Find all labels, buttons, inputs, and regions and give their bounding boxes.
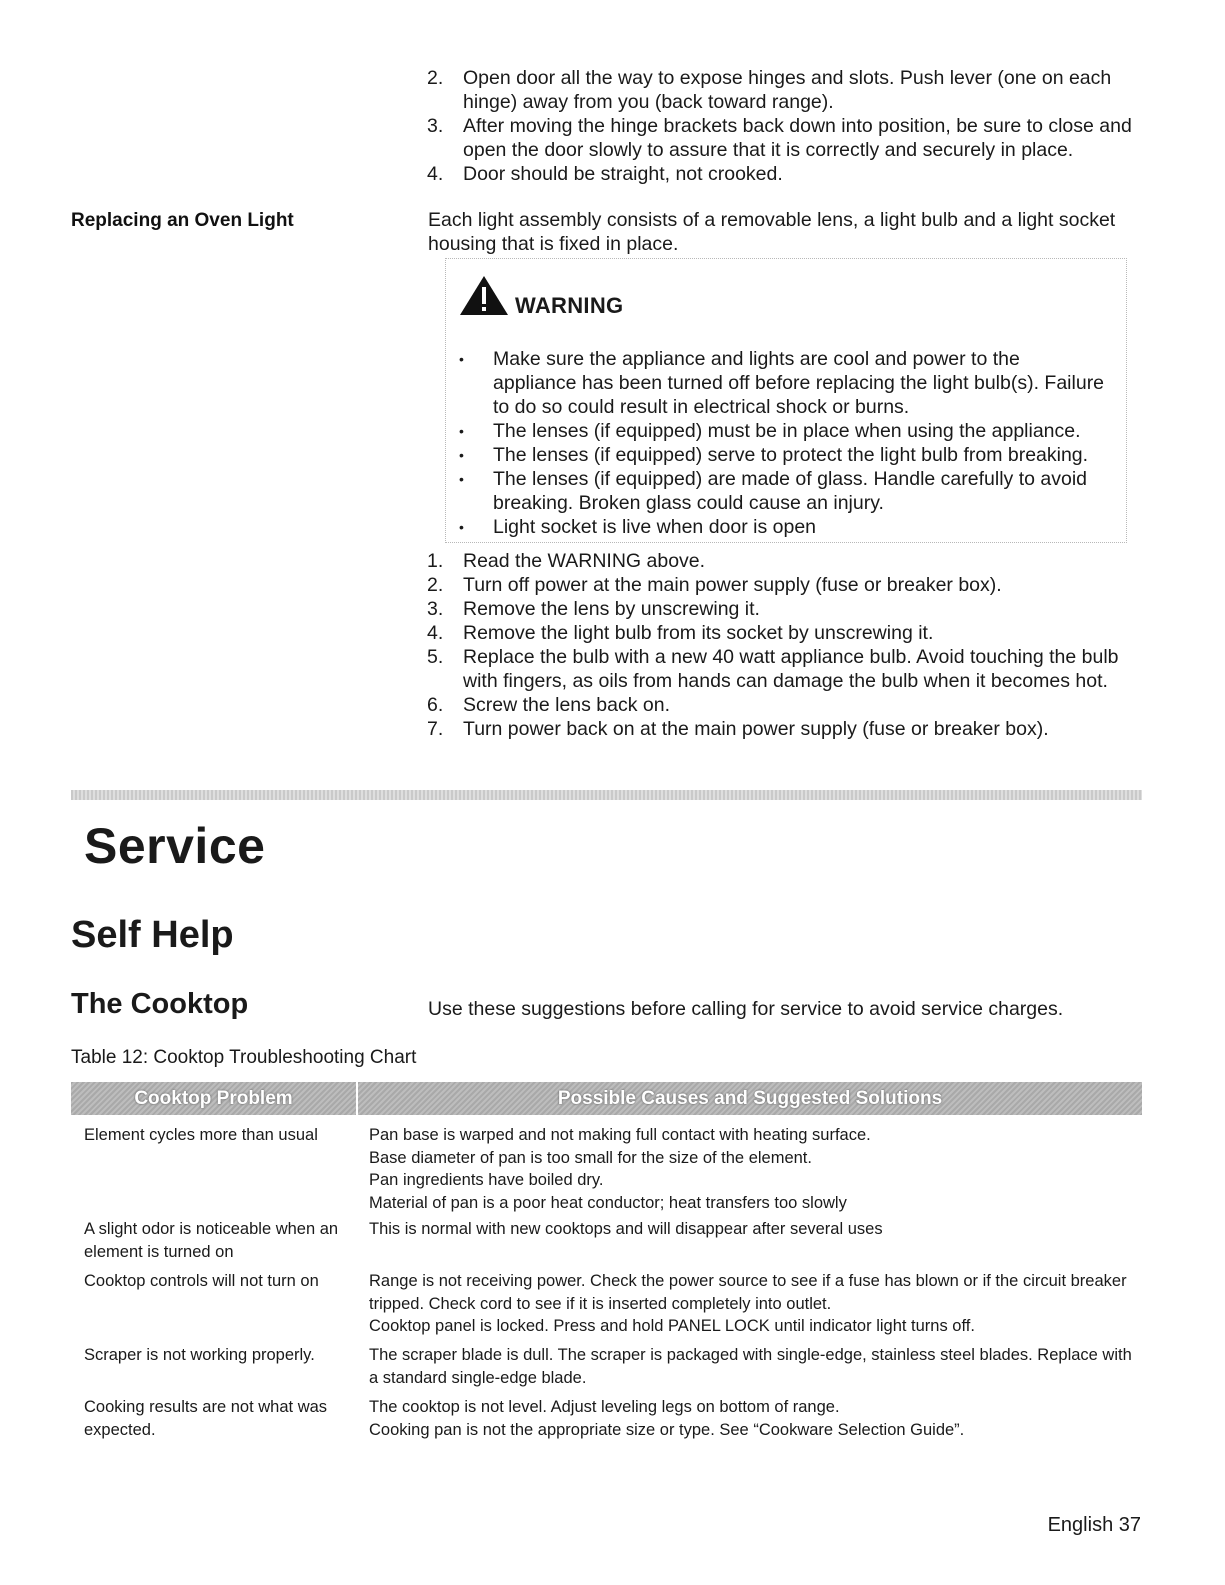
cooktop-section-title: The Cooktop — [71, 988, 249, 1020]
oven-light-step: 3. Remove the lens by unscrewing it. — [427, 598, 760, 620]
table-cell-problem: Cooking results are not what was expected. — [84, 1398, 328, 1439]
table-cell-solutions — [369, 1218, 1139, 1241]
table-cell-problem: Cooktop controls will not turn on — [84, 1272, 319, 1290]
table-cell-solutions — [369, 1124, 1139, 1214]
table-cell-solutions — [369, 1344, 1139, 1389]
page-number: English 37 — [1047, 1514, 1141, 1536]
solution-line: Base diameter of pan is too small for the size of the element. — [369, 1148, 812, 1167]
warning-bullet: • The lenses (if equipped) serve to protect the light bulb from breaking. — [459, 444, 1089, 466]
table-cell-problem: A slight odor is noticeable when an element is turned on — [84, 1220, 339, 1261]
oven-light-step: 1. Read the WARNING above. — [427, 550, 706, 572]
table-cell-solutions — [369, 1270, 1139, 1338]
self-help-title: Self Help — [71, 914, 234, 956]
bullet-icon: • — [459, 423, 464, 439]
table-cell-problem: Scraper is not working properly. — [84, 1346, 315, 1364]
solution-line: Cooking pan is not the appropriate size or type. See “Cookware Selection Guide”. — [369, 1420, 965, 1439]
warning-box — [445, 258, 1127, 543]
solution-line: Cooktop panel is locked. Press and hold PANEL LOCK until indicator light turns off. — [369, 1317, 975, 1335]
door-step: 2. Open door all the way to expose hinges and slots. Push lever (one on each hinge) away from you (back toward range). — [427, 67, 1112, 113]
oven-light-step: 4. Remove the light bulb from its socket by unscrewing it. — [427, 622, 934, 644]
door-step: 3. After moving the hinge brackets back down into position, be sure to close and open the door slowly to assure that it is correctly and securely in place. — [427, 115, 1132, 161]
warning-bullet: • Make sure the appliance and lights are cool and power to the appliance has been turned off before replacing the light bulb(s). Failure to do so could result in electrical shock or burns. — [459, 348, 1105, 418]
solution-line: Pan base is warped and not making full contact with heating surface. — [369, 1126, 871, 1144]
table-caption: Table 12: Cooktop Troubleshooting Chart — [71, 1047, 417, 1068]
oven-light-step: 6. Screw the lens back on. — [427, 694, 671, 716]
cooktop-section-intro: Use these suggestions before calling for service to avoid service charges. — [428, 998, 1064, 1020]
bullet-icon: • — [459, 471, 464, 487]
solution-line: This is normal with new cooktops and will disappear after several uses — [369, 1220, 883, 1238]
solution-line: Pan ingredients have boiled dry. — [369, 1171, 604, 1189]
oven-light-steps-list — [427, 549, 1142, 741]
oven-light-heading: Replacing an Oven Light — [71, 210, 294, 231]
section-divider — [71, 790, 1142, 800]
oven-light-intro: Each light assembly consists of a removable lens, a light bulb and a light socket housing that is fixed in place. — [428, 209, 1116, 255]
warning-bullet: • Light socket is live when door is open — [459, 516, 817, 538]
warning-bullets — [446, 347, 1106, 539]
solution-line: The scraper blade is dull. The scraper is packaged with single-edge, stainless steel blades. Replace with a standard single-edge blade. — [369, 1346, 1132, 1387]
bullet-icon: • — [459, 519, 464, 535]
table-header-problem: Cooktop Problem — [71, 1082, 356, 1115]
warning-title: WARNING — [515, 293, 624, 318]
warning-triangle-icon — [458, 273, 510, 317]
table-header-solutions: Possible Causes and Suggested Solutions — [358, 1082, 1142, 1115]
troubleshooting-table — [71, 1082, 1142, 1439]
table-cell-problem: Element cycles more than usual — [84, 1126, 318, 1144]
warning-bullet: • The lenses (if equipped) must be in place when using the appliance. — [459, 420, 1081, 442]
oven-light-step: 2. Turn off power at the main power supply (fuse or breaker box). — [427, 574, 1002, 596]
solution-line: Range is not receiving power. Check the power source to see if a fuse has blown or if the circuit breaker tripped. Check cord to see if it is inserted completely into outlet. — [369, 1272, 1127, 1313]
oven-light-step: 7. Turn power back on at the main power supply (fuse or breaker box). — [427, 718, 1049, 740]
door-steps-list — [427, 66, 1142, 186]
warning-bullet: • The lenses (if equipped) are made of glass. Handle carefully to avoid breaking. Broken glass could cause an injury. — [459, 468, 1087, 514]
bullet-icon: • — [459, 351, 464, 367]
service-title: Service — [84, 818, 266, 874]
oven-light-step: 5. Replace the bulb with a new 40 watt appliance bulb. Avoid touching the bulb with fingers, as oils from hands can damage the bulb when it becomes hot. — [427, 646, 1119, 692]
bullet-icon: • — [459, 447, 464, 463]
table-cell-solutions — [369, 1396, 1139, 1441]
solution-line: The cooktop is not level. Adjust leveling legs on bottom of range. — [369, 1398, 840, 1416]
solution-line: Material of pan is a poor heat conductor; heat transfers too slowly — [369, 1193, 847, 1212]
door-step: 4. Door should be straight, not crooked. — [427, 163, 783, 185]
